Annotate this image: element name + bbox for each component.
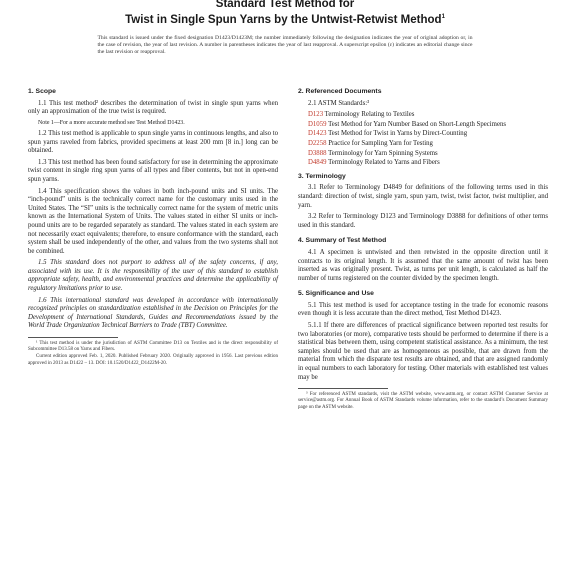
section-heading-terminology: 3. Terminology	[298, 172, 346, 180]
reference-title: Terminology Related to Yarns and Fibers	[326, 159, 440, 167]
paragraph-5-1: 5.1 This test method is used for acceptance testing in the trade for economic reasons even though it is less accurate than the direct method, Test Method D1423.	[298, 301, 548, 318]
reference-title: Test Method for Twist in Yarns by Direct-Counting	[326, 130, 468, 138]
section-heading-significance: 5. Significance and Use	[298, 290, 374, 298]
paragraph-1-3: 1.3 This test method has been found satisfactory for use in determining the approximate twist content in single ring spun yarns of all types and fiber contents, but not in open-end spun yarns.	[28, 158, 278, 183]
footnote-3: ³ For referenced ASTM standards, visit the ASTM website, www.astm.org, or contact ASTM Customer Service at service@astm.org. For Annual Book of ASTM Standards volume information, refer to the standard’s Document Summary page on the ASTM website.	[298, 392, 548, 410]
paragraph-3-2: 3.2 Refer to Terminology D123 and Terminology D3888 for definitions of other terms used in this standard.	[298, 213, 548, 229]
paragraph-2-1: 2.1 ASTM Standards:³	[308, 99, 370, 107]
title-footnote-mark: 1	[441, 14, 445, 20]
title-block	[0, 0, 570, 56]
reference-item	[298, 111, 548, 120]
paragraph-5-1-1: 5.1.1 If there are differences of practical significance between reported test results for two laboratories (or more), comparative tests should be performed to determine if there is a statistical bias between them, using competent statistical assistance. As a minimum, the test samples should be used that are as homogeneous as possible, that are drawn from the material from which the disparate test results are obtained, and that are assigned randomly in equal numbers to each laboratory for testing. Other materials with established test values may be	[298, 322, 548, 381]
left-column	[28, 88, 278, 412]
reference-title: Terminology Relating to Textiles	[323, 111, 415, 119]
two-column-body	[28, 88, 548, 412]
right-column	[298, 88, 548, 412]
reference-item	[298, 150, 548, 159]
reference-link[interactable]: D4849	[308, 159, 327, 167]
reference-link[interactable]: D2258	[308, 139, 327, 147]
title-line-2-text: Twist in Single Spun Yarns by the Untwist-Retwist Method	[125, 13, 442, 26]
section-heading-scope: 1. Scope	[28, 88, 56, 95]
section-heading-referenced-documents: 2. Referenced Documents	[298, 88, 382, 95]
title-line-2	[0, 11, 570, 27]
title-line-1: Standard Test Method for	[215, 0, 355, 10]
reference-title: Test Method for Yarn Number Based on Short-Length Specimens	[326, 120, 507, 128]
paragraph-4-1: 4.1 A specimen is untwisted and then retwisted in the opposite direction until it contracts to its original length. It is assumed that the same amount of twist has been inserted as was originally present. Twist, as turns per unit length, is calculated as half the number of turns registered on the counter divided by the specimen length.	[298, 248, 548, 282]
reference-title: Terminology for Yarn Spinning Systems	[326, 149, 438, 157]
reference-link[interactable]: D3888	[308, 149, 327, 157]
paragraph-1-5: 1.5 This standard does not purport to address all of the safety concerns, if any, associated with its use. It is the responsibility of the user of this standard to establish appropriate safety, health, and environmental practices and determine the applicability of regulatory limitations prior to use.	[28, 259, 278, 293]
reference-item	[298, 159, 548, 168]
reference-title: Practice for Sampling Yarn for Testing	[326, 139, 433, 147]
reference-item	[298, 130, 548, 139]
reference-item	[298, 140, 548, 149]
footnote-1: ¹ This test method is under the jurisdiction of ASTM Committee D13 on Textiles and is the direct responsibility of Subcommittee D13.58 on Yarns and Fibers.	[28, 341, 278, 353]
reference-link[interactable]: D1423	[308, 130, 327, 138]
reference-link[interactable]: D1059	[308, 120, 327, 128]
paragraph-1-1: 1.1 This test method² describes the determination of twist in single spun yarns when only an approximation of the true twist is required.	[28, 99, 278, 116]
paragraph-1-6: 1.6 This international standard was developed in accordance with internationally recognized principles on standardization established in the Decision on Principles for the Development of International Standards, Guides and Recommendations issued by the World Trade Organization Technical Barriers to Trade (TBT) Committee.	[28, 296, 278, 330]
section-heading-summary: 4. Summary of Test Method	[298, 237, 387, 245]
footnote-divider	[28, 337, 118, 338]
paragraph-1-4: 1.4 This specification shows the values in both inch-pound units and SI units. The “inch-pound” units is the technically correct name for the customary units used in the United States. The “SI” units is the technically correct name for the system of metric units known as the International System of Units. The values stated in either SI units or inch-pound units are to be regarded separately as standard. The values stated in each system are not necessarily exact equivalents; therefore, to ensure conformance with the standard, each system shall be used independently of the other, and values from the two systems shall not be combined.	[28, 187, 278, 255]
footnote-divider	[298, 388, 388, 389]
reference-item	[298, 121, 548, 130]
reference-list	[298, 111, 548, 168]
note-1: Note 1—For a more accurate method see Test Method D1423.	[38, 119, 185, 126]
paragraph-3-1: 3.1 Refer to Terminology D4849 for definitions of the following terms used in this standard: direction of twist, single yarn, spun yarn, twist, twist factor, twist multiplier, and yarn.	[298, 184, 548, 209]
paragraph-1-2: 1.2 This test method is applicable to spun single yarns in continuous lengths, and also to spun yarns raveled from fabrics, provided specimens at least 200 mm [8 in.] long can be obtained.	[28, 129, 278, 155]
footnote-edition: Current edition approved Feb. 1, 2020. Published February 2020. Originally approved in 1956. Last previous edition approved in 2013 as D1422 – 13. DOI: 10.1520/D1422_D1422M-20.	[28, 354, 278, 366]
designation-notice: This standard is issued under the fixed designation D1423/D1423M; the number immediately following the designation indicates the year of original adoption or, in the case of revision, the year of last revision. A number in parentheses indicates the year of last reapproval. A superscript epsilon (ε) indicates an editorial change since the last revision or reapproval.	[97, 34, 473, 55]
reference-link[interactable]: D123	[308, 111, 324, 119]
